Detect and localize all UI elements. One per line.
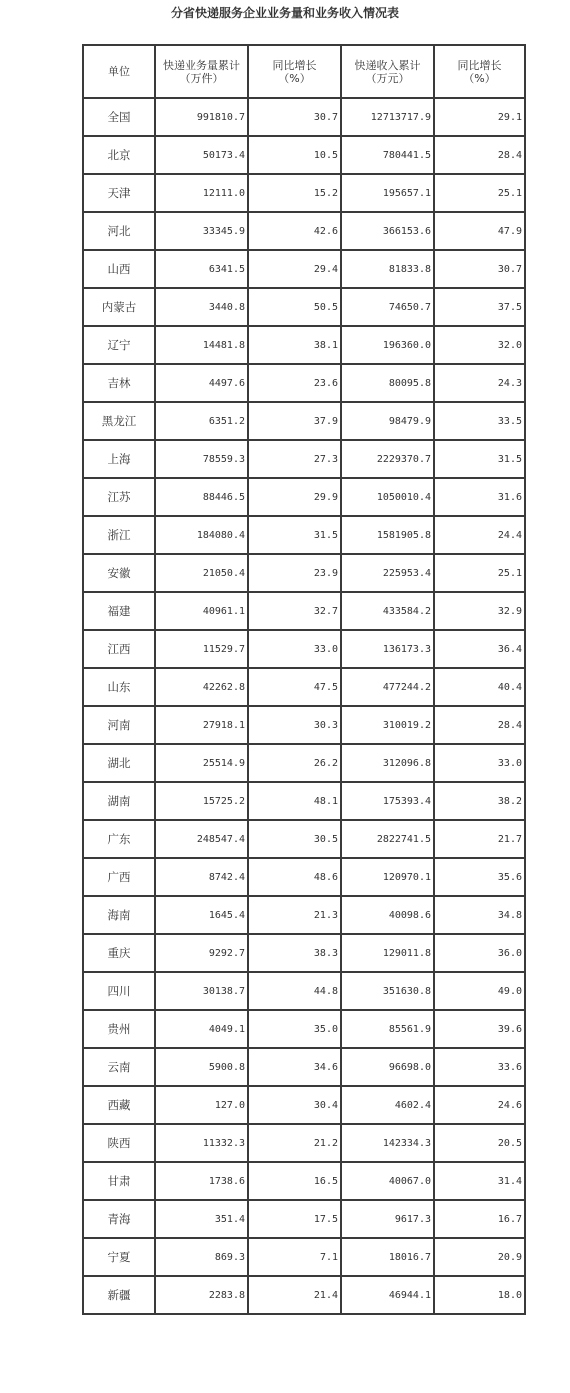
cell-revenue: 46944.1 bbox=[341, 1276, 434, 1314]
header-volume-growth bbox=[248, 45, 341, 98]
table-row bbox=[83, 896, 525, 934]
cell-revenue: 477244.2 bbox=[341, 668, 434, 706]
header-revenue-growth bbox=[434, 45, 525, 98]
table-row bbox=[83, 820, 525, 858]
table-row bbox=[83, 174, 525, 212]
cell-revenue: 74650.7 bbox=[341, 288, 434, 326]
cell-region-name: 内蒙古 bbox=[83, 288, 155, 326]
cell-region-name: 广东 bbox=[83, 820, 155, 858]
page-title: 分省快递服务企业业务量和业务收入情况表 bbox=[170, 6, 399, 20]
cell-volume: 351.4 bbox=[155, 1200, 248, 1238]
cell-volume-growth: 10.5 bbox=[248, 136, 341, 174]
cell-volume: 30138.7 bbox=[155, 972, 248, 1010]
cell-region-name: 湖南 bbox=[83, 782, 155, 820]
cell-volume-growth: 30.3 bbox=[248, 706, 341, 744]
cell-revenue: 142334.3 bbox=[341, 1124, 434, 1162]
table-row bbox=[83, 972, 525, 1010]
table-row bbox=[83, 934, 525, 972]
cell-revenue-growth: 33.6 bbox=[434, 1048, 525, 1086]
table-row bbox=[83, 782, 525, 820]
cell-region-name: 浙江 bbox=[83, 516, 155, 554]
cell-revenue-growth: 30.7 bbox=[434, 250, 525, 288]
cell-region-name: 贵州 bbox=[83, 1010, 155, 1048]
cell-volume: 1738.6 bbox=[155, 1162, 248, 1200]
cell-volume-growth: 30.5 bbox=[248, 820, 341, 858]
header-volume-unit: （万件） bbox=[179, 71, 224, 85]
cell-region-name: 江苏 bbox=[83, 478, 155, 516]
cell-volume: 11332.3 bbox=[155, 1124, 248, 1162]
cell-volume: 78559.3 bbox=[155, 440, 248, 478]
cell-revenue-growth: 24.3 bbox=[434, 364, 525, 402]
cell-volume-growth: 48.1 bbox=[248, 782, 341, 820]
header-volume-label: 快递业务量累计 bbox=[163, 58, 240, 72]
table-row bbox=[83, 1124, 525, 1162]
cell-revenue-growth: 28.4 bbox=[434, 136, 525, 174]
cell-volume-growth: 7.1 bbox=[248, 1238, 341, 1276]
cell-revenue: 40098.6 bbox=[341, 896, 434, 934]
cell-revenue: 136173.3 bbox=[341, 630, 434, 668]
cell-volume: 27918.1 bbox=[155, 706, 248, 744]
cell-volume-growth: 23.6 bbox=[248, 364, 341, 402]
table-row bbox=[83, 592, 525, 630]
cell-volume-growth: 23.9 bbox=[248, 554, 341, 592]
table-row bbox=[83, 402, 525, 440]
cell-volume: 184080.4 bbox=[155, 516, 248, 554]
table-row bbox=[83, 1276, 525, 1314]
cell-region-name: 甘肃 bbox=[83, 1162, 155, 1200]
cell-region-name: 山西 bbox=[83, 250, 155, 288]
cell-volume: 14481.8 bbox=[155, 326, 248, 364]
cell-revenue: 780441.5 bbox=[341, 136, 434, 174]
cell-region-name: 辽宁 bbox=[83, 326, 155, 364]
cell-revenue: 1581905.8 bbox=[341, 516, 434, 554]
header-revenue-growth-unit: （%） bbox=[463, 71, 496, 85]
cell-volume-growth: 38.1 bbox=[248, 326, 341, 364]
cell-revenue-growth: 31.5 bbox=[434, 440, 525, 478]
table-row bbox=[83, 136, 525, 174]
cell-revenue: 98479.9 bbox=[341, 402, 434, 440]
cell-volume: 6341.5 bbox=[155, 250, 248, 288]
table-row bbox=[83, 1010, 525, 1048]
cell-revenue: 1050010.4 bbox=[341, 478, 434, 516]
cell-volume-growth: 30.4 bbox=[248, 1086, 341, 1124]
header-volume-growth-unit: （%） bbox=[278, 71, 311, 85]
cell-volume-growth: 26.2 bbox=[248, 744, 341, 782]
cell-revenue-growth: 36.4 bbox=[434, 630, 525, 668]
table-row bbox=[83, 288, 525, 326]
cell-revenue: 4602.4 bbox=[341, 1086, 434, 1124]
table-row bbox=[83, 1048, 525, 1086]
table-row bbox=[83, 1086, 525, 1124]
cell-revenue-growth: 36.0 bbox=[434, 934, 525, 972]
cell-volume: 42262.8 bbox=[155, 668, 248, 706]
cell-region-name: 上海 bbox=[83, 440, 155, 478]
cell-revenue-growth: 37.5 bbox=[434, 288, 525, 326]
cell-region-name: 黑龙江 bbox=[83, 402, 155, 440]
cell-volume: 4497.6 bbox=[155, 364, 248, 402]
cell-revenue-growth: 31.4 bbox=[434, 1162, 525, 1200]
cell-region-name: 新疆 bbox=[83, 1276, 155, 1314]
cell-region-name: 陕西 bbox=[83, 1124, 155, 1162]
cell-volume: 127.0 bbox=[155, 1086, 248, 1124]
cell-region-name: 福建 bbox=[83, 592, 155, 630]
cell-region-name: 河北 bbox=[83, 212, 155, 250]
cell-volume-growth: 34.6 bbox=[248, 1048, 341, 1086]
table-row bbox=[83, 250, 525, 288]
cell-revenue: 9617.3 bbox=[341, 1200, 434, 1238]
cell-volume: 40961.1 bbox=[155, 592, 248, 630]
cell-volume: 33345.9 bbox=[155, 212, 248, 250]
header-volume-growth-label: 同比增长 bbox=[272, 58, 317, 72]
cell-revenue-growth: 18.0 bbox=[434, 1276, 525, 1314]
cell-region-name: 山东 bbox=[83, 668, 155, 706]
header-revenue-growth-label: 同比增长 bbox=[457, 58, 502, 72]
table-header bbox=[83, 45, 525, 98]
cell-revenue-growth: 25.1 bbox=[434, 174, 525, 212]
cell-volume: 991810.7 bbox=[155, 98, 248, 136]
cell-volume-growth: 31.5 bbox=[248, 516, 341, 554]
cell-revenue-growth: 39.6 bbox=[434, 1010, 525, 1048]
cell-revenue-growth: 34.8 bbox=[434, 896, 525, 934]
cell-revenue: 85561.9 bbox=[341, 1010, 434, 1048]
cell-revenue: 175393.4 bbox=[341, 782, 434, 820]
table-row bbox=[83, 440, 525, 478]
cell-volume: 6351.2 bbox=[155, 402, 248, 440]
cell-volume-growth: 33.0 bbox=[248, 630, 341, 668]
cell-volume-growth: 17.5 bbox=[248, 1200, 341, 1238]
table-row bbox=[83, 212, 525, 250]
cell-volume-growth: 29.4 bbox=[248, 250, 341, 288]
cell-volume: 25514.9 bbox=[155, 744, 248, 782]
cell-revenue: 120970.1 bbox=[341, 858, 434, 896]
cell-volume-growth: 21.4 bbox=[248, 1276, 341, 1314]
cell-region-name: 广西 bbox=[83, 858, 155, 896]
cell-volume: 248547.4 bbox=[155, 820, 248, 858]
express-stats-table bbox=[82, 44, 526, 1315]
cell-region-name: 云南 bbox=[83, 1048, 155, 1086]
cell-revenue-growth: 29.1 bbox=[434, 98, 525, 136]
cell-region-name: 湖北 bbox=[83, 744, 155, 782]
cell-volume-growth: 29.9 bbox=[248, 478, 341, 516]
cell-volume: 21050.4 bbox=[155, 554, 248, 592]
cell-revenue: 80095.8 bbox=[341, 364, 434, 402]
cell-revenue: 12713717.9 bbox=[341, 98, 434, 136]
cell-volume-growth: 15.2 bbox=[248, 174, 341, 212]
cell-revenue: 81833.8 bbox=[341, 250, 434, 288]
cell-revenue: 96698.0 bbox=[341, 1048, 434, 1086]
cell-volume-growth: 16.5 bbox=[248, 1162, 341, 1200]
cell-volume-growth: 35.0 bbox=[248, 1010, 341, 1048]
cell-revenue: 40067.0 bbox=[341, 1162, 434, 1200]
cell-revenue-growth: 16.7 bbox=[434, 1200, 525, 1238]
cell-revenue-growth: 40.4 bbox=[434, 668, 525, 706]
cell-region-name: 吉林 bbox=[83, 364, 155, 402]
cell-revenue: 2822741.5 bbox=[341, 820, 434, 858]
cell-revenue: 312096.8 bbox=[341, 744, 434, 782]
cell-volume: 50173.4 bbox=[155, 136, 248, 174]
header-revenue-unit: （万元） bbox=[365, 71, 410, 85]
table-row bbox=[83, 630, 525, 668]
cell-revenue-growth: 47.9 bbox=[434, 212, 525, 250]
cell-revenue: 351630.8 bbox=[341, 972, 434, 1010]
cell-region-name: 四川 bbox=[83, 972, 155, 1010]
table-row bbox=[83, 668, 525, 706]
cell-region-name: 重庆 bbox=[83, 934, 155, 972]
cell-volume-growth: 42.6 bbox=[248, 212, 341, 250]
cell-volume-growth: 47.5 bbox=[248, 668, 341, 706]
table-row bbox=[83, 98, 525, 136]
header-unit bbox=[83, 45, 155, 98]
cell-revenue: 129011.8 bbox=[341, 934, 434, 972]
cell-volume: 869.3 bbox=[155, 1238, 248, 1276]
cell-region-name: 天津 bbox=[83, 174, 155, 212]
table-body bbox=[83, 98, 525, 1314]
cell-volume-growth: 48.6 bbox=[248, 858, 341, 896]
table-row bbox=[83, 364, 525, 402]
header-volume bbox=[155, 45, 248, 98]
cell-volume-growth: 50.5 bbox=[248, 288, 341, 326]
table-row bbox=[83, 1238, 525, 1276]
cell-volume-growth: 27.3 bbox=[248, 440, 341, 478]
cell-revenue-growth: 24.4 bbox=[434, 516, 525, 554]
cell-revenue-growth: 20.5 bbox=[434, 1124, 525, 1162]
cell-revenue: 225953.4 bbox=[341, 554, 434, 592]
cell-volume-growth: 37.9 bbox=[248, 402, 341, 440]
cell-volume-growth: 44.8 bbox=[248, 972, 341, 1010]
cell-revenue-growth: 32.9 bbox=[434, 592, 525, 630]
cell-revenue: 196360.0 bbox=[341, 326, 434, 364]
cell-revenue-growth: 21.7 bbox=[434, 820, 525, 858]
table-row bbox=[83, 858, 525, 896]
cell-volume: 8742.4 bbox=[155, 858, 248, 896]
cell-revenue: 195657.1 bbox=[341, 174, 434, 212]
cell-volume-growth: 30.7 bbox=[248, 98, 341, 136]
table-row bbox=[83, 478, 525, 516]
cell-revenue-growth: 20.9 bbox=[434, 1238, 525, 1276]
cell-volume: 5900.8 bbox=[155, 1048, 248, 1086]
cell-revenue-growth: 33.0 bbox=[434, 744, 525, 782]
cell-revenue-growth: 33.5 bbox=[434, 402, 525, 440]
cell-region-name: 青海 bbox=[83, 1200, 155, 1238]
cell-region-name: 西藏 bbox=[83, 1086, 155, 1124]
cell-volume-growth: 32.7 bbox=[248, 592, 341, 630]
table-row bbox=[83, 744, 525, 782]
cell-revenue-growth: 25.1 bbox=[434, 554, 525, 592]
cell-volume: 88446.5 bbox=[155, 478, 248, 516]
header-revenue-label: 快递收入累计 bbox=[354, 58, 421, 72]
cell-revenue: 18016.7 bbox=[341, 1238, 434, 1276]
cell-volume-growth: 21.2 bbox=[248, 1124, 341, 1162]
cell-revenue-growth: 31.6 bbox=[434, 478, 525, 516]
cell-region-name: 海南 bbox=[83, 896, 155, 934]
table-row bbox=[83, 516, 525, 554]
table-row bbox=[83, 554, 525, 592]
cell-region-name: 江西 bbox=[83, 630, 155, 668]
cell-revenue: 2229370.7 bbox=[341, 440, 434, 478]
cell-volume: 15725.2 bbox=[155, 782, 248, 820]
cell-volume: 12111.0 bbox=[155, 174, 248, 212]
cell-revenue: 433584.2 bbox=[341, 592, 434, 630]
cell-revenue: 366153.6 bbox=[341, 212, 434, 250]
cell-volume: 4049.1 bbox=[155, 1010, 248, 1048]
table-row bbox=[83, 706, 525, 744]
cell-region-name: 河南 bbox=[83, 706, 155, 744]
header-unit-label: 单位 bbox=[108, 65, 130, 78]
cell-region-name: 安徽 bbox=[83, 554, 155, 592]
cell-volume: 9292.7 bbox=[155, 934, 248, 972]
cell-volume-growth: 21.3 bbox=[248, 896, 341, 934]
cell-revenue-growth: 35.6 bbox=[434, 858, 525, 896]
header-revenue bbox=[341, 45, 434, 98]
cell-volume: 3440.8 bbox=[155, 288, 248, 326]
cell-revenue-growth: 49.0 bbox=[434, 972, 525, 1010]
cell-volume: 11529.7 bbox=[155, 630, 248, 668]
table-row bbox=[83, 1162, 525, 1200]
cell-revenue-growth: 38.2 bbox=[434, 782, 525, 820]
header-row bbox=[83, 45, 525, 98]
cell-volume-growth: 38.3 bbox=[248, 934, 341, 972]
cell-revenue-growth: 32.0 bbox=[434, 326, 525, 364]
table-row bbox=[83, 326, 525, 364]
cell-region-name: 宁夏 bbox=[83, 1238, 155, 1276]
cell-revenue-growth: 24.6 bbox=[434, 1086, 525, 1124]
cell-region-name: 全国 bbox=[83, 98, 155, 136]
cell-revenue-growth: 28.4 bbox=[434, 706, 525, 744]
cell-volume: 1645.4 bbox=[155, 896, 248, 934]
cell-revenue: 310019.2 bbox=[341, 706, 434, 744]
cell-region-name: 北京 bbox=[83, 136, 155, 174]
table-row bbox=[83, 1200, 525, 1238]
cell-volume: 2283.8 bbox=[155, 1276, 248, 1314]
